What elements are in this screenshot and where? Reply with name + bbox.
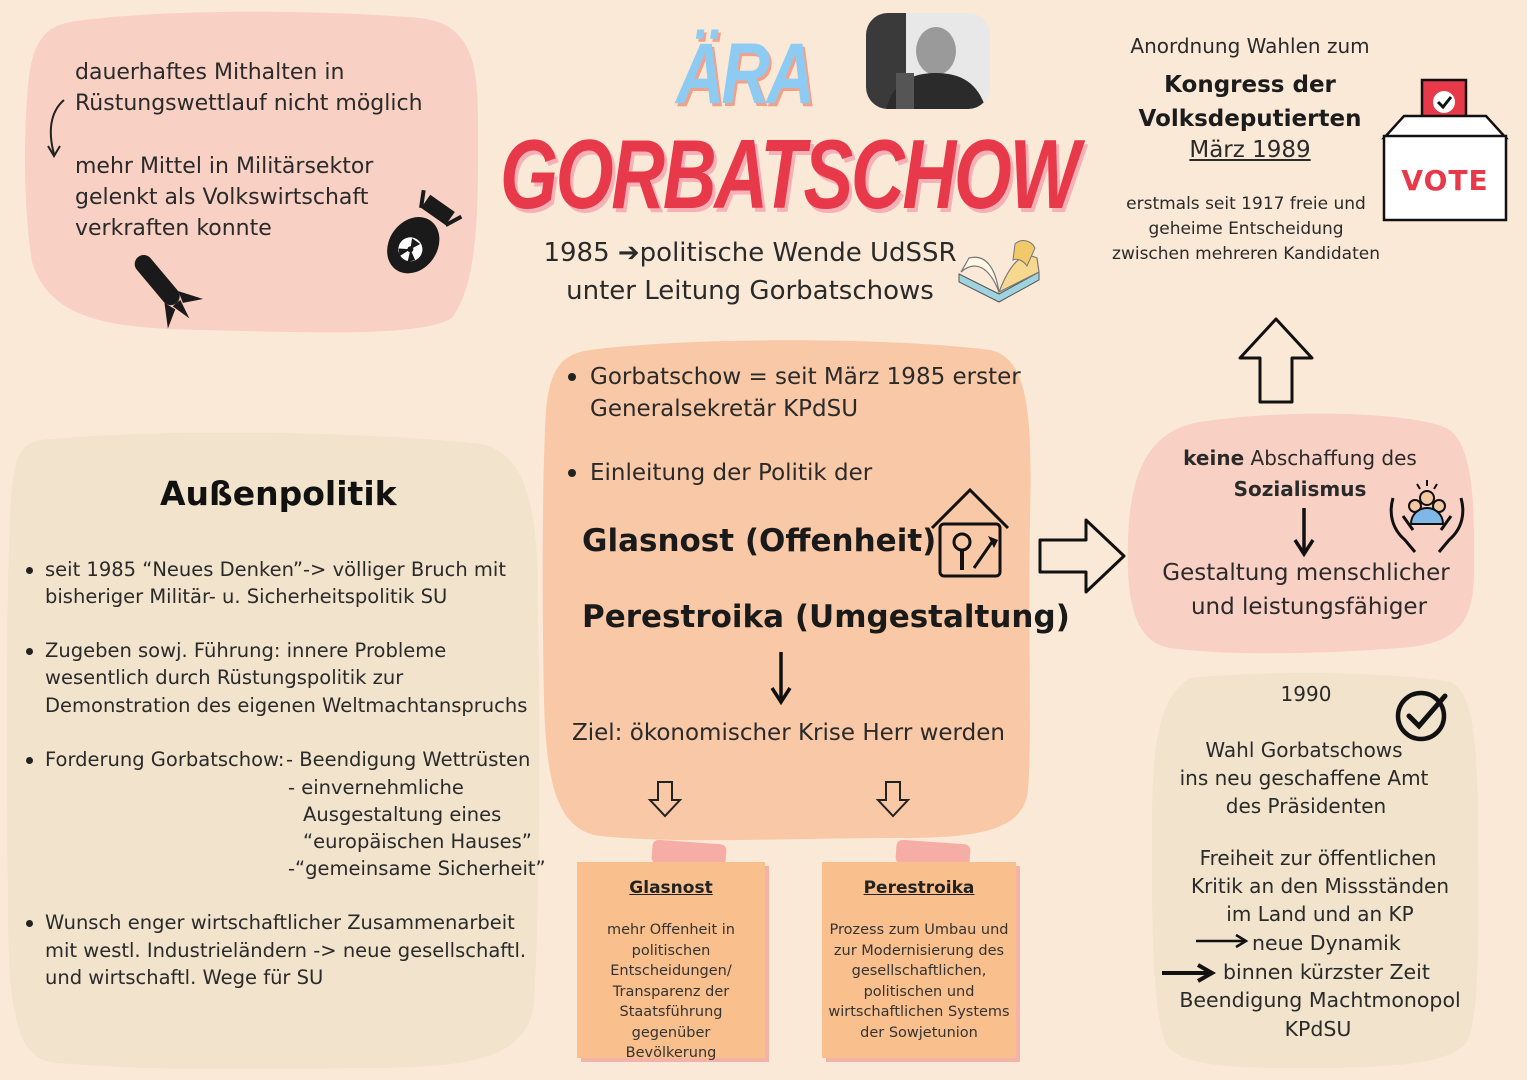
subtitle-line2: unter Leitung Gorbatschows bbox=[566, 276, 934, 306]
perestroika-note-body bbox=[822, 920, 1016, 1043]
perestroika-note-line: zur Modernisierung des bbox=[833, 942, 1005, 959]
mr-result1: Gestaltung menschlicher bbox=[1162, 560, 1450, 586]
tr-small1: erstmals seit 1917 freie und bbox=[1126, 194, 1366, 214]
subtitle-year: 1985 bbox=[543, 238, 610, 268]
center-bullet2: Einleitung der Politik der bbox=[590, 460, 873, 486]
open-book-icon bbox=[955, 236, 1045, 306]
arrow-down-icon bbox=[769, 650, 793, 706]
perestroika-note-line: gesellschaftlichen, bbox=[851, 963, 987, 979]
br-arrow2: binnen kürzster Zeit bbox=[1223, 960, 1430, 984]
arrow-right-icon: ➔ bbox=[609, 238, 640, 268]
bullet-dot bbox=[26, 757, 33, 764]
arrow-down-outline-icon bbox=[648, 780, 682, 820]
br-frei1: Freiheit zur öffentlichen bbox=[1199, 846, 1437, 870]
ap-item3-d4: “europäischen Hauses” bbox=[303, 830, 532, 853]
glasnost-note-body bbox=[577, 920, 765, 1064]
mr-result2: und leistungsfähiger bbox=[1190, 594, 1428, 620]
mr-line1 bbox=[1150, 444, 1450, 472]
tr-date: März 1989 bbox=[1189, 137, 1311, 163]
br-frei2: Kritik an den Missständen bbox=[1190, 874, 1450, 898]
subtitle-rest: politische Wende UdSSR bbox=[639, 238, 957, 268]
arrow-down-icon bbox=[1292, 506, 1316, 558]
glasnost-note-line: Bevölkerung bbox=[625, 1045, 717, 1061]
perestroika-note-line: politischen und bbox=[863, 983, 975, 1000]
tl-line4: gelenkt als Volkswirtschaft bbox=[75, 185, 369, 210]
ap-item4-l2: mit westl. Industrieländern -> neue gesellschaftl. bbox=[45, 939, 527, 962]
ziel-text: Ziel: ökonomischer Krise Herr werden bbox=[572, 720, 1005, 746]
bomb-icon bbox=[374, 192, 464, 282]
house-tools-icon bbox=[928, 486, 1012, 582]
tr-small3: zwischen mehreren Kandidaten bbox=[1112, 244, 1380, 264]
br-end1: Beendigung Machtmonopol bbox=[1179, 988, 1461, 1012]
vote-label: VOTE bbox=[1401, 164, 1489, 197]
ap-item3-label: Forderung Gorbatschow: bbox=[45, 748, 285, 771]
br-wahl3: des Präsidenten bbox=[1225, 794, 1387, 818]
subtitle-line1 bbox=[540, 234, 960, 272]
perestroika-note bbox=[822, 862, 1016, 1058]
tl-line1: dauerhaftes Mithalten in bbox=[75, 60, 345, 85]
bullet-dot bbox=[568, 469, 576, 477]
mr-sozialismus: Sozialismus bbox=[1233, 477, 1367, 501]
br-end2: KPdSU bbox=[1284, 1017, 1352, 1041]
tr-bold1: Kongress der bbox=[1164, 72, 1336, 98]
perestroika-note-title: Perestroika bbox=[863, 878, 975, 898]
tl-line3: mehr Mittel in Militärsektor bbox=[75, 154, 374, 179]
br-arrow1: neue Dynamik bbox=[1252, 931, 1401, 955]
missile-icon bbox=[118, 242, 208, 332]
arrow-right-icon bbox=[1194, 933, 1250, 949]
ap-item2-l2: wesentlich durch Rüstungspolitik zur bbox=[45, 666, 404, 689]
ap-item3-d5: -“gemeinsame Sicherheit” bbox=[288, 857, 546, 880]
br-frei3: im Land und an KP bbox=[1226, 902, 1414, 926]
ap-item3-d2: - einvernehmliche bbox=[288, 776, 464, 799]
mr-rest1: Abschaffung des bbox=[1244, 446, 1417, 470]
tl-line2: Rüstungswettlauf nicht möglich bbox=[75, 91, 423, 116]
people-hands-icon bbox=[1385, 476, 1469, 556]
arrow-up-outline-icon bbox=[1236, 316, 1316, 406]
glasnost-note-line: politischen bbox=[631, 942, 711, 959]
glasnost-note-line: Entscheidungen/ bbox=[610, 963, 732, 979]
bullet-dot bbox=[568, 373, 576, 381]
title-gorbatschow: GORBATSCHOW bbox=[500, 119, 1078, 229]
perestroika-note-line: wirtschaftlichen Systems bbox=[828, 1004, 1010, 1020]
curved-arrow-icon bbox=[44, 98, 74, 158]
center-bullet1-l2: Generalsekretär KPdSU bbox=[590, 396, 859, 422]
arrow-right-icon bbox=[1160, 963, 1216, 983]
title-era: ÄRA bbox=[676, 26, 812, 122]
perestroika-note-line: der Sowjetunion bbox=[860, 1024, 978, 1041]
ap-item1-l1: seit 1985 “Neues Denken”-> völliger Bruch mit bbox=[45, 558, 506, 581]
ap-item4-l1: Wunsch enger wirtschaftlicher Zusammenarbeit bbox=[45, 911, 515, 934]
br-wahl2: ins neu geschaffene Amt bbox=[1179, 766, 1429, 790]
ap-item2-l1: Zugeben sowj. Führung: innere Probleme bbox=[45, 639, 447, 662]
br-year: 1990 bbox=[1280, 682, 1332, 706]
ap-item2-l3: Demonstration des eigenen Weltmachtanspruchs bbox=[45, 694, 528, 717]
glasnost-note-title: Glasnost bbox=[629, 878, 713, 898]
ballot-box-icon bbox=[1382, 76, 1510, 226]
ap-item4-l3: und wirtschaftl. Wege für SU bbox=[45, 966, 324, 989]
mr-keine: keine bbox=[1183, 446, 1245, 470]
glasnost-note-line: Transparenz der bbox=[612, 983, 730, 1000]
perestroika-note-line: Prozess zum Umbau und bbox=[829, 922, 1009, 938]
photo-portrait bbox=[866, 13, 990, 109]
glasnost-note-line: mehr Offenheit in bbox=[607, 922, 735, 938]
glasnost-note bbox=[577, 862, 765, 1061]
tr-small2: geheime Entscheidung bbox=[1148, 219, 1344, 239]
glasnost-note-line: Staatsführung gegenüber bbox=[619, 1004, 723, 1041]
ap-item1-l2: bisheriger Militär- u. Sicherheitspolitik SU bbox=[45, 585, 448, 608]
bullet-dot bbox=[26, 648, 33, 655]
br-wahl1: Wahl Gorbatschows bbox=[1205, 738, 1403, 762]
bullet-dot bbox=[26, 567, 33, 574]
aussenpolitik-heading: Außenpolitik bbox=[160, 474, 397, 513]
tr-bold2: Volksdeputierten bbox=[1138, 106, 1362, 132]
tr-line1: Anordnung Wahlen zum bbox=[1130, 34, 1370, 58]
arrow-down-outline-icon bbox=[876, 780, 910, 820]
glasnost-label: Glasnost (Offenheit) bbox=[582, 523, 937, 559]
arrow-right-outline-icon bbox=[1038, 516, 1128, 596]
ap-item3-d3: Ausgestaltung eines bbox=[303, 803, 502, 826]
ap-item3-d1: - Beendigung Wettrüsten bbox=[286, 748, 531, 771]
tl-line5: verkraften konnte bbox=[75, 216, 272, 241]
center-bullet1-l1: Gorbatschow = seit März 1985 erster bbox=[590, 364, 1021, 390]
perestroika-label: Perestroika (Umgestaltung) bbox=[582, 599, 1070, 635]
bullet-dot bbox=[26, 920, 33, 927]
